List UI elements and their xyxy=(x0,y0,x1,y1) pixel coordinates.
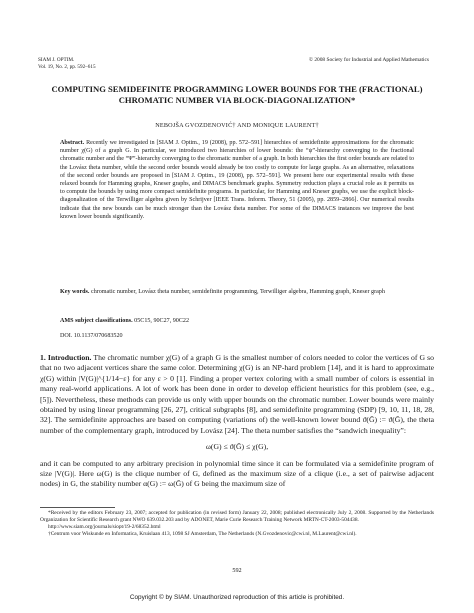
society-copyright: © 2008 Society for Industrial and Applied Mathematics xyxy=(308,57,429,63)
footnote-rule xyxy=(40,507,115,508)
intro-paragraph-1: The chromatic number χ(G) of a graph G is the smallest number of colors needed to color the vertices of G so that no two adjacent vertices share the same color. Determining χ(G) is an NP-hard problem [14], and it is hard to approximate χ(G) within |V(G)|^{1/14−ε} for any ε > 0 [1]. Finding a proper vertex coloring with a small number of colors is essential in many real-world applications. A lot of work has been done in order to develop efficient heuristics for this problem (see, e.g., [5]). Nevertheless, these methods can provide us only with upper bounds on the chromatic number. Lower bounds were mainly obtained by using linear programming [26, 27], critical subgraphs [8], and semidefinite programming (SDP) [9, 10, 11, 18, 28, 32]. The semidefinite approaches are based on computing (variations of) the well-known lower bound ϑ(Ḡ) := ϑ(Ḡ), the theta number of the complementary graph, introduced by Lovász [24]. The theta number satisfies the “sandwich inequality”: xyxy=(40,353,434,435)
sandwich-equation: ω(G) ≤ ϑ(Ḡ) ≤ χ(G), xyxy=(205,442,269,452)
paper-title: COMPUTING SEMIDEFINITE PROGRAMMING LOWER BOUNDS FOR THE (FRACTIONAL) CHROMATIC NUMBER VIA BLOCK-DIAGONALIZATION* xyxy=(51,84,423,105)
journal-name: SIAM J. OPTIM. xyxy=(38,57,75,63)
ams-text: 05C15, 90C27, 90C22 xyxy=(134,318,190,324)
intro-paragraph-2: and it can be computed to any arbitrary precision in polynomial time since it can be formulated via a semidefinite program of size |V(G)|. Here ω(G) is the clique number of G, defined as the maximum size of a clique (i.e., a set of pairwise adjacent nodes) in G, the stability number α(G) := ω(Ḡ) of G being the maximum size of xyxy=(40,458,434,489)
page-number: 592 xyxy=(232,567,242,574)
abstract xyxy=(60,139,414,221)
footnote-received: *Received by the editors February 23, 2007; accepted for publication (in revised form) January 22, 2008; published electronically July 2, 2008. Supported by the Netherlands Organization for Scientific Research grant NWO 639.032.203 and by ADONET, Marie Curie Research Training Network MRTN-CT-2003-504438. xyxy=(40,510,434,523)
footnote-affiliation: †Centrum voor Wiskunde en Informatica, Kruislaan 413, 1098 SJ Amsterdam, The Netherlands (N.Gvozdenovic@cwi.nl, M.Laurent@cwi.nl). xyxy=(48,531,357,537)
footnote-url[interactable]: http://www.siam.org/journals/siopt/19-2/68352.html xyxy=(48,524,161,530)
keywords-label: Key words. xyxy=(60,289,90,295)
section-introduction xyxy=(40,353,434,490)
ams-label: AMS subject classifications. xyxy=(60,318,133,324)
keywords-text: chromatic number, Lovász theta number, semidefinite programming, Terwilliger algebra, Hamming graph, Kneser graph xyxy=(90,289,385,295)
ams-classifications xyxy=(60,318,414,324)
journal-volume: Vol. 19, No. 2, pp. 592–615 xyxy=(38,63,96,70)
doi: DOI. 10.1137/070683520 xyxy=(60,333,123,339)
journal-header xyxy=(38,57,96,70)
abstract-text: Recently we investigated in [SIAM J. Optim., 19 (2008), pp. 572–591] hierarchies of semidefinite approximations for the chromatic number χ(G) of a graph G. In particular, we introduced two hierarchies of lower bounds: the “ψ”-hierarchy converging to the fractional chromatic number and the “Ψ”-hierarchy converging to the chromatic number of a graph. In both hierarchies the first order bounds are related to the Lovász theta number, while the second order bounds would already be too costly to compute for large graphs. As an alternative, relaxations of the second order bounds are proposed in [SIAM J. Optim., 19 (2008), pp. 572–591]. We present here our experimental results with these relaxed bounds for Hamming graphs, Kneser graphs, and DIMACS benchmark graphs. Symmetry reduction plays a crucial role as it permits us to compute the bounds by using more compact semidefinite programs. In particular, for Hamming and Kneser graphs, we use the explicit block-diagonalization of the Terwilliger algebra given by Schrijver [IEEE Trans. Inform. Theory, 51 (2005), pp. 2859–2866]. Our numerical results indicate that the new bounds can be much stronger than the Lovász theta number. For some of the DIMACS instances we improve the best known lower bounds significantly. xyxy=(60,140,414,220)
footnotes xyxy=(40,510,434,538)
paper-authors: NEBOJŠA GVOZDENOVIĆ† AND MONIQUE LAURENT† xyxy=(155,122,319,129)
abstract-label: Abstract. xyxy=(60,140,85,146)
copyright-notice: Copyright © by SIAM. Unauthorized reproduction of this article is prohibited. xyxy=(129,594,345,601)
section-heading: 1. Introduction. xyxy=(40,353,92,362)
keywords xyxy=(60,288,414,296)
